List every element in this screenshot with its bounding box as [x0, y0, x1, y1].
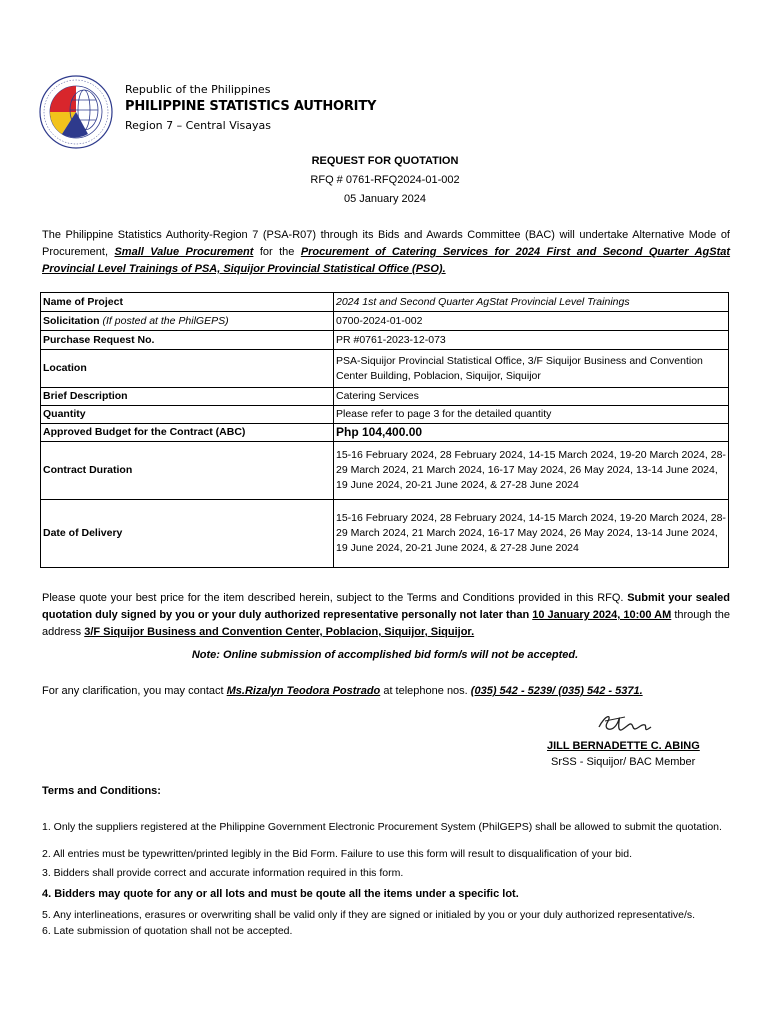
row-value: 15-16 February 2024, 28 February 2024, 14-15 March 2024, 19-20 March 2024, 28-29 March 2024, 21 March 2024, 16-17 May 2024, 26 May 2024, 13-14 June 2024, 19 June 2024, 20-21 June 2024, & 27-28 June 2024	[334, 500, 729, 568]
abc-value: Php 104,400.00	[334, 424, 729, 442]
term-item: 3. Bidders shall provide correct and accurate information required in this form.	[42, 867, 404, 879]
contact-phones: (035) 542 - 5239/ (035) 542 - 5371.	[470, 685, 643, 697]
row-label: Date of Delivery	[41, 500, 334, 568]
contact-mid: at telephone nos.	[383, 685, 468, 697]
term-item: 5. Any interlineations, erasures or overwriting shall be valid only if they are signed or initialed by you or your duly authorized representative/s.	[42, 909, 696, 921]
region-label: Region 7 – Central Visayas	[125, 119, 271, 132]
row-label: Approved Budget for the Contract (ABC)	[41, 424, 334, 442]
document-date: 05 January 2024	[344, 193, 426, 205]
table-row	[41, 500, 729, 568]
table-row	[41, 350, 729, 388]
intro-paragraph	[42, 227, 730, 278]
row-label: Purchase Request No.	[41, 331, 334, 350]
row-value: Please refer to page 3 for the detailed quantity	[334, 406, 729, 424]
rfq-details-table	[40, 292, 729, 568]
republic-label: Republic of the Philippines	[125, 83, 271, 96]
row-value: PR #0761-2023-12-073	[334, 331, 729, 350]
table-row	[41, 331, 729, 350]
row-value: PSA-Siquijor Provincial Statistical Office, 3/F Siquijor Business and Convention Center Building, Poblacion, Siquijor, Siquijor	[334, 350, 729, 388]
signatory-name: JILL BERNADETTE C. ABING	[547, 740, 700, 752]
term-item: 4. Bidders may quote for any or all lots and must be qoute all the items under a specific lot.	[42, 888, 519, 900]
quote-through: through the address	[42, 609, 730, 638]
quote-paragraph	[42, 590, 730, 641]
signature-mark	[585, 705, 665, 745]
term-item: 2. All entries must be typewritten/printed legibly in the Bid Form. Failure to use this form will result to disqualification of your bid.	[42, 848, 633, 860]
intro-for-the: for the	[259, 246, 295, 258]
row-value: 15-16 February 2024, 28 February 2024, 14-15 March 2024, 19-20 March 2024, 28-29 March 2024, 21 March 2024, 16-17 May 2024, 26 May 2024, 13-14 June 2024, 19 June 2024, 20-21 June 2024, & 27-28 June 2024	[334, 442, 729, 500]
agency-name: PHILIPPINE STATISTICS AUTHORITY	[125, 99, 377, 114]
row-label: Quantity	[41, 406, 334, 424]
row-label: Name of Project	[41, 293, 334, 312]
row-label: Location	[41, 350, 334, 388]
quote-lead: Please quote your best price for the item described herein, subject to the Terms and Conditions provided in this RFQ.	[42, 592, 624, 604]
table-row	[41, 388, 729, 406]
row-value: 2024 1st and Second Quarter AgStat Provincial Level Trainings	[334, 293, 729, 312]
quote-submit: Submit your sealed quotation duly signed by you or your duly authorized representative personally not later than	[42, 592, 730, 621]
term-item: 6. Late submission of quotation shall not be accepted.	[42, 925, 293, 937]
row-label	[41, 312, 334, 331]
row-label: Contract Duration	[41, 442, 334, 500]
procurement-mode: Small Value Procurement	[114, 246, 254, 258]
terms-heading: Terms and Conditions:	[42, 785, 161, 797]
row-value: 0700-2024-01-002	[334, 312, 729, 331]
rfq-number: RFQ # 0761-RFQ2024-01-002	[310, 174, 460, 186]
row-label: Brief Description	[41, 388, 334, 406]
row-value: Catering Services	[334, 388, 729, 406]
table-row	[41, 442, 729, 500]
quote-deadline: 10 January 2024, 10:00 AM	[532, 609, 672, 621]
term-item: 1. Only the suppliers registered at the Philippine Government Electronic Procurement System (PhilGEPS) shall be allowed to submit the quotation.	[42, 821, 722, 833]
table-row	[41, 293, 729, 312]
contact-lead: For any clarification, you may contact	[42, 685, 224, 697]
contact-person: Ms.Rizalyn Teodora Postrado	[226, 685, 381, 697]
table-row	[41, 424, 729, 442]
intro-lead: The Philippine Statistics Authority-Region 7 (PSA-R07) through its Bids and Awards Committee (BAC) will undertake Alternative Mode of Procurement,	[42, 229, 730, 258]
quote-address: 3/F Siquijor Business and Convention Center, Poblacion, Siquijor, Siquijor.	[84, 626, 475, 638]
contact-line	[42, 685, 643, 697]
document-title: REQUEST FOR QUOTATION	[311, 155, 459, 167]
table-row	[41, 406, 729, 424]
procurement-subject: Procurement of Catering Services for 2024 First and Second Quarter AgStat Provincial Level Trainings of PSA, Siquijor Provincial Statistical Office (PSO).	[42, 246, 731, 275]
online-submission-note: Note: Online submission of accomplished bid form/s will not be accepted.	[191, 649, 579, 661]
solicitation-note: (If posted at the PhilGEPS)	[102, 314, 229, 327]
psa-seal-icon	[38, 74, 114, 150]
table-row	[41, 312, 729, 331]
solicitation-label: Solicitation	[43, 314, 100, 327]
signatory-role: SrSS - Siquijor/ BAC Member	[551, 756, 696, 768]
